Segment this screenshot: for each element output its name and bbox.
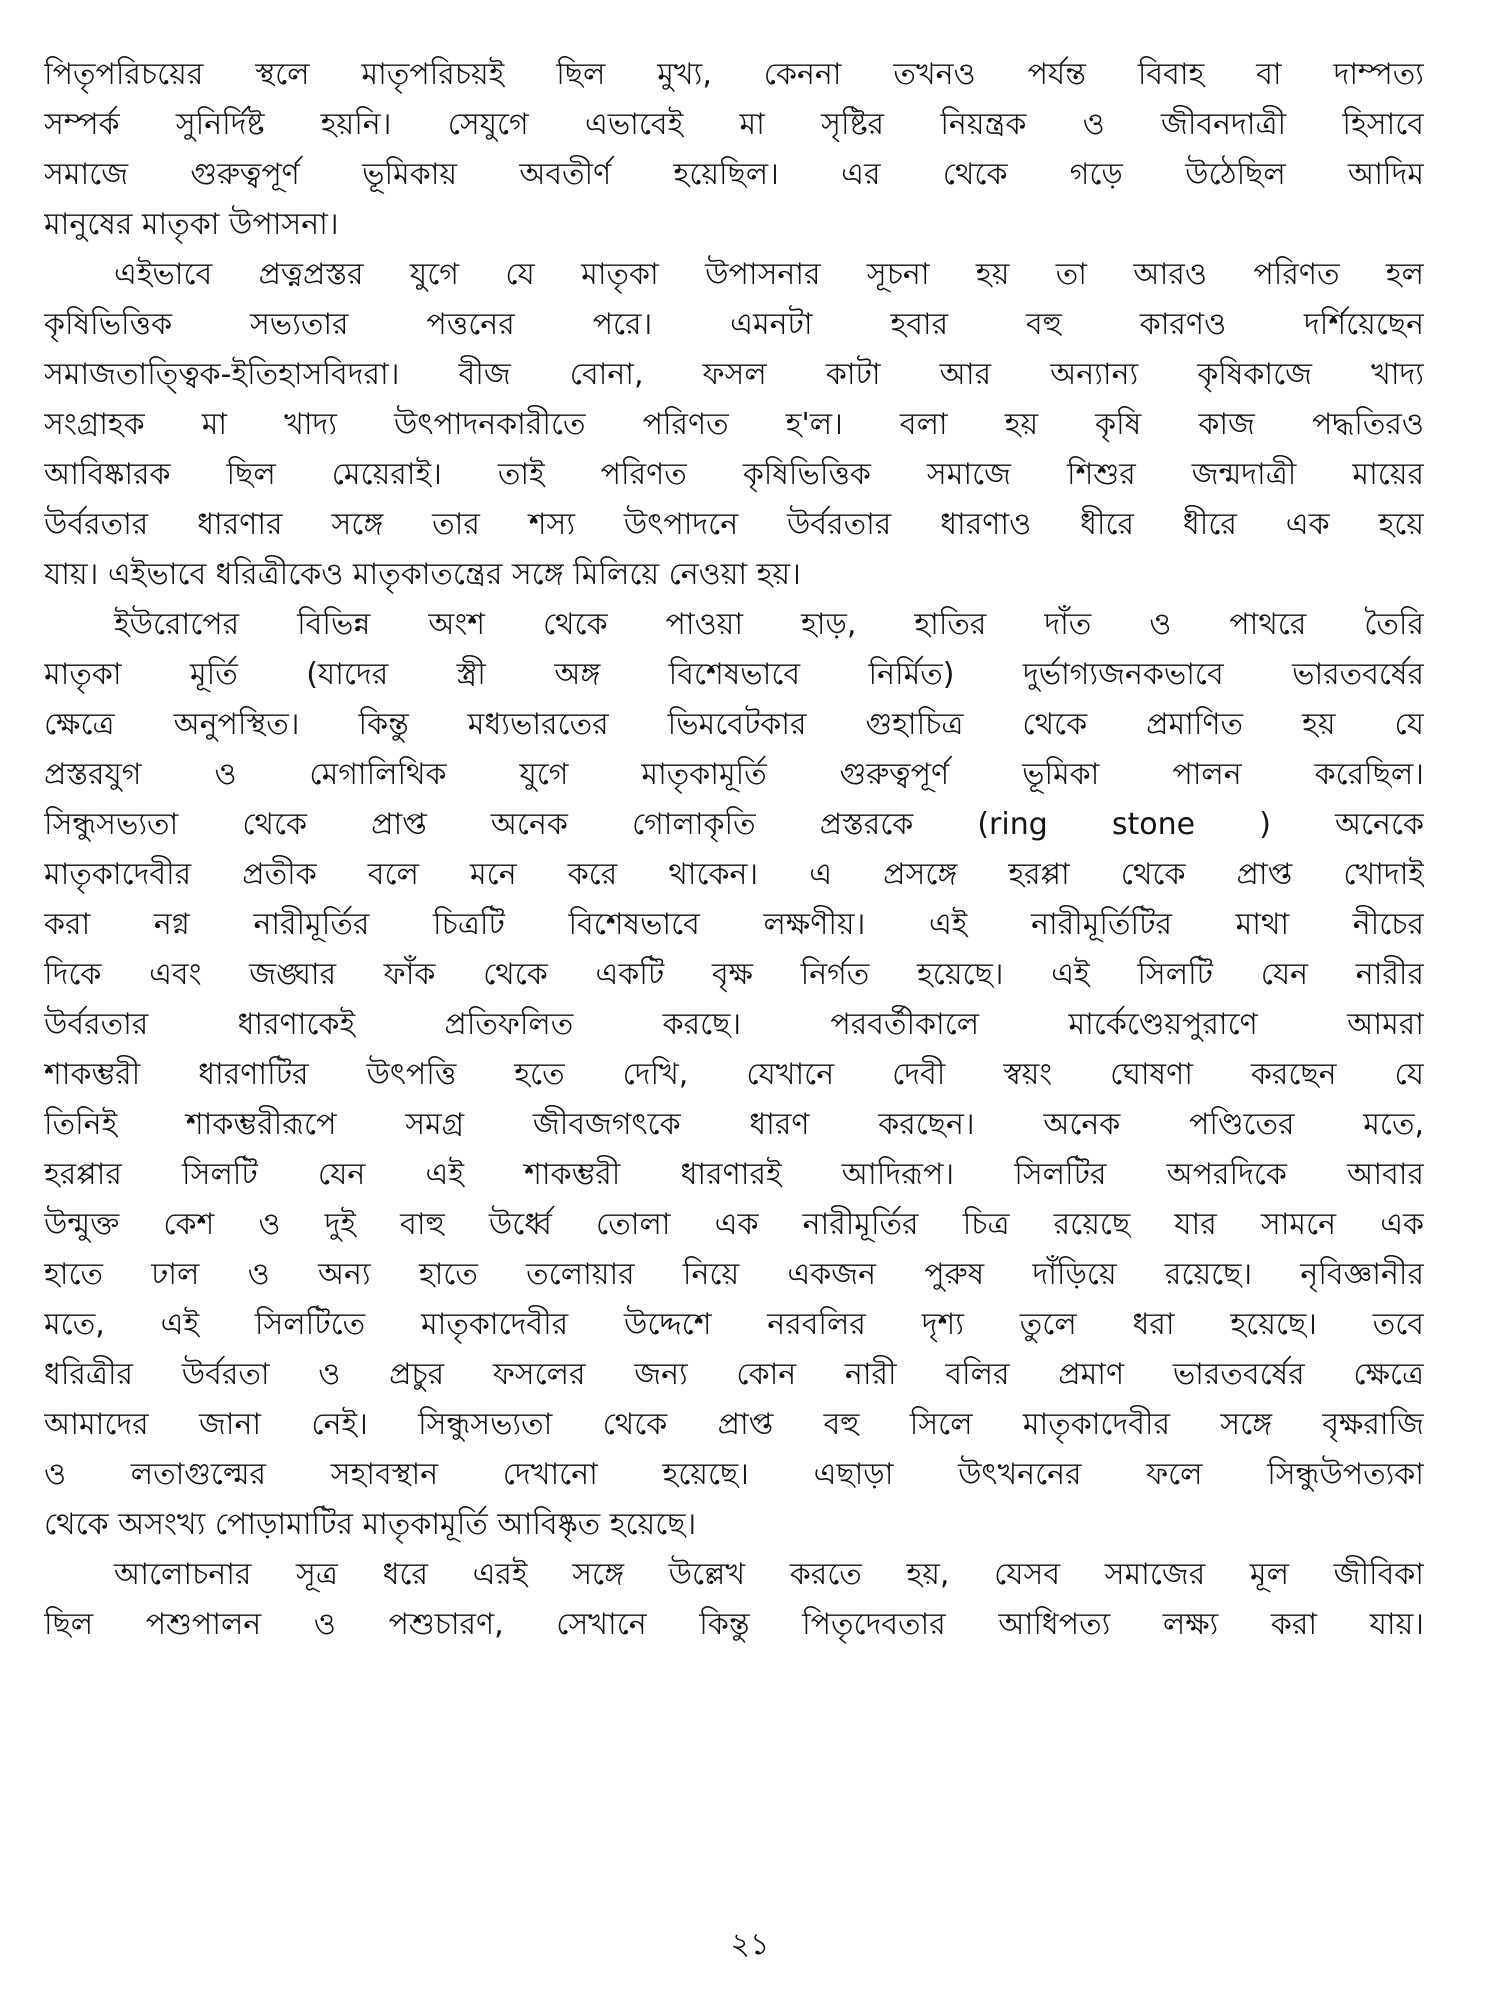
text-line: সমাজে গুরুত্বপূর্ণ ভূমিকায় অবতীর্ণ হয়েছিল। এর থেকে গড়ে উঠেছিল আদিম [44,157,1424,192]
text-line: উর্বরতার ধারণাকেই প্রতিফলিত করছে। পরবর্তীকালে মার্কেণ্ডেয়পুরাণে আমরা [44,1007,1424,1042]
text-line: সিন্ধুসভ্যতা থেকে প্রাপ্ত অনেক গোলাকৃতি প্রস্তরকে (ring stone ) অনেকে [44,807,1424,842]
paragraph-1 [44,50,1424,250]
text-line: ধরিত্রীর উর্বরতা ও প্রচুর ফসলের জন্য কোন নারী বলির প্রমাণ ভারতবর্ষের ক্ষেত্রে [44,1357,1424,1392]
text-line: ও লতাগুল্মের সহাবস্থান দেখানো হয়েছে। এছাড়া উৎখননের ফলে সিন্ধুউপত্যকা [44,1457,1424,1492]
text-line: আলোচনার সূত্র ধরে এরই সঙ্গে উল্লেখ করতে হয়, যেসব সমাজের মূল জীবিকা [114,1557,1424,1592]
text-line: শাকম্ভরী ধারণাটির উৎপত্তি হতে দেখি, যেখানে দেবী স্বয়ং ঘোষণা করছেন যে [44,1057,1424,1092]
text-line: ক্ষেত্রে অনুপস্থিত। কিন্তু মধ্যভারতের ভিমবেটকার গুহাচিত্র থেকে প্রমাণিত হয় যে [44,707,1424,742]
text-line: প্রস্তরযুগ ও মেগালিথিক যুগে মাতৃকামূর্তি গুরুত্বপূর্ণ ভূমিকা পালন করেছিল। [44,757,1424,792]
text-line: আবিষ্কারক ছিল মেয়েরাই। তাই পরিণত কৃষিভিত্তিক সমাজে শিশুর জন্মদাত্রী মায়ের [44,457,1424,492]
text-line: এইভাবে প্রত্নপ্রস্তর যুগে যে মাতৃকা উপাসনার সূচনা হয় তা আরও পরিণত হল [114,257,1424,292]
text-line: হাতে ঢাল ও অন্য হাতে তলোয়ার নিয়ে একজন পুরুষ দাঁড়িয়ে রয়েছে। নৃবিজ্ঞানীর [44,1257,1424,1292]
page-number: ২১ [730,1927,770,1962]
text-line: যায়। এইভাবে ধরিত্রীকেও মাতৃকাতন্ত্রের সঙ্গে মিলিয়ে নেওয়া হয়। [44,557,801,592]
text-line: আমাদের জানা নেই। সিন্ধুসভ্যতা থেকে প্রাপ্ত বহু সিলে মাতৃকাদেবীর সঙ্গে বৃক্ষরাজি [44,1407,1424,1442]
paragraph-3 [44,600,1424,1550]
text-line: হরপ্পার সিলটি যেন এই শাকম্ভরী ধারণারই আদিরূপ। সিলটির অপরদিকে আবার [44,1157,1424,1192]
text-line: দিকে এবং জঙ্ঘার ফাঁক থেকে একটি বৃক্ষ নির্গত হয়েছে। এই সিলটি যেন নারীর [44,957,1424,992]
text-line: সংগ্রাহক মা খাদ্য উৎপাদনকারীতে পরিণত হ'ল। বলা হয় কৃষি কাজ পদ্ধতিরও [44,407,1424,442]
text-line: মাতৃকা মূর্তি (যাদের স্ত্রী অঙ্গ বিশেষভাবে নির্মিত) দুর্ভাগ্যজনকভাবে ভারতবর্ষের [44,657,1424,692]
text-line: কৃষিভিত্তিক সভ্যতার পত্তনের পরে। এমনটা হবার বহু কারণও দর্শিয়েছেন [44,307,1424,342]
text-line: মতে, এই সিলটিতে মাতৃকাদেবীর উদ্দেশে নরবলির দৃশ্য তুলে ধরা হয়েছে। তবে [44,1307,1424,1342]
paragraph-4 [44,1550,1424,1650]
paragraph-2 [44,250,1424,600]
text-line: ইউরোপের বিভিন্ন অংশ থেকে পাওয়া হাড়, হাতির দাঁত ও পাথরে তৈরি [114,607,1424,642]
text-line: মাতৃকাদেবীর প্রতীক বলে মনে করে থাকেন। এ প্রসঙ্গে হরপ্পা থেকে প্রাপ্ত খোদাই [44,857,1424,892]
text-line: তিনিই শাকম্ভরীরূপে সমগ্র জীবজগৎকে ধারণ করছেন। অনেক পণ্ডিতের মতে, [44,1107,1424,1142]
text-line: ছিল পশুপালন ও পশুচারণ, সেখানে কিন্তু পিতৃদেবতার আধিপত্য লক্ষ্য করা যায়। [44,1607,1424,1642]
text-line: উন্মুক্ত কেশ ও দুই বাহু উর্ধ্বে তোলা এক নারীমূর্তির চিত্র রয়েছে যার সামনে এক [44,1207,1424,1242]
text-line: মানুষের মাতৃকা উপাসনা। [44,207,339,242]
text-line: পিতৃপরিচয়ের স্থলে মাতৃপরিচয়ই ছিল মুখ্য, কেননা তখনও পর্যন্ত বিবাহ বা দাম্পত্য [44,57,1424,92]
text-line: সম্পর্ক সুনির্দিষ্ট হয়নি। সেযুগে এভাবেই মা সৃষ্টির নিয়ন্ত্রক ও জীবনদাত্রী হিসাবে [44,107,1424,142]
text-line: সমাজতাত্ত্বিক-ইতিহাসবিদরা। বীজ বোনা, ফসল কাটা আর অন্যান্য কৃষিকাজে খাদ্য [44,357,1424,392]
text-line: উর্বরতার ধারণার সঙ্গে তার শস্য উৎপাদনে উর্বরতার ধারণাও ধীরে ধীরে এক হয়ে [44,507,1424,542]
body-text [44,50,1424,1650]
text-line: থেকে অসংখ্য পোড়ামাটির মাতৃকামূর্তি আবিষ্কৃত হয়েছে। [44,1507,697,1542]
text-line: করা নগ্ন নারীমূর্তির চিত্রটি বিশেষভাবে লক্ষণীয়। এই নারীমূর্তিটির মাথা নীচের [44,907,1424,942]
